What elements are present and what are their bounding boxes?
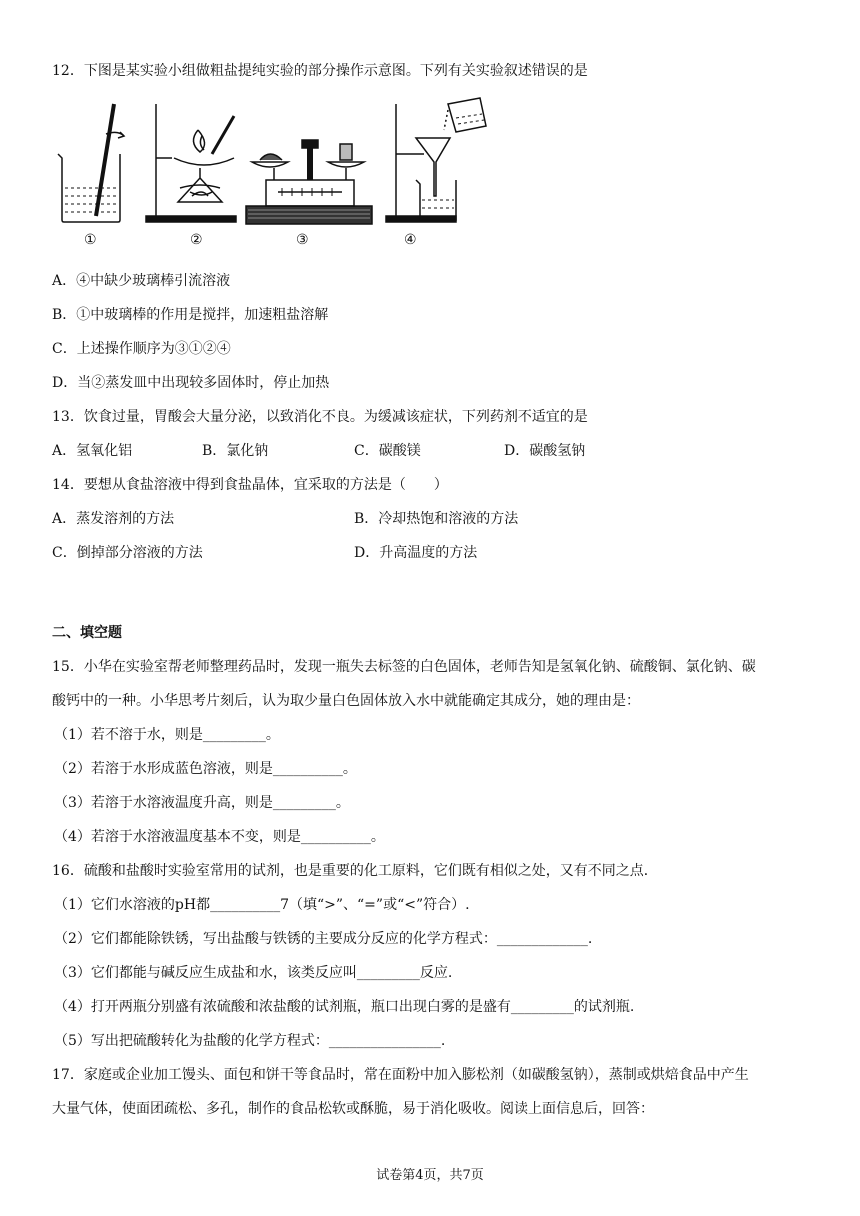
q16-stem: 16．硫酸和盐酸时实验室常用的试剂，也是重要的化工原料，它们既有相似之处，又有不同之点． [52,863,658,879]
q14-option-b: B．冷却热饱和溶液的方法 [354,511,519,527]
q13-option-d: D．碳酸氢钠 [504,443,586,459]
q15-stem-line1: 15．小华在实验室帮老师整理药品时，发现一瓶失去标签的白色固体，老师告知是氢氧化钠、硫酸铜、氯化钠、碳 [52,659,756,675]
q15-stem-line2: 酸钙中的一种。小华思考片刻后，认为取少量白色固体放入水中就能确定其成分，她的理由是： [52,693,640,709]
filtration-icon [386,98,486,222]
q12-option-b: B．①中玻璃棒的作用是搅拌，加速粗盐溶解 [52,307,329,323]
q16-item-3: （3）它们都能与碱反应生成盐和水，该类反应叫_________反应. [54,965,453,981]
q13-stem: 13．饮食过量，胃酸会大量分泌，以致消化不良。为缓减该症状，下列药剂不适宜的是 [52,409,588,425]
figure-label-3: ③ [296,232,309,248]
q14-option-a: A．蒸发溶剂的方法 [52,511,175,527]
section-heading: 二、填空题 [52,625,122,641]
q14-option-c: C．倒掉部分溶液的方法 [52,545,203,561]
figure-label-4: ④ [404,232,417,248]
q13-option-b: B．氯化钠 [202,443,269,459]
beaker-stirring-icon [58,104,124,222]
balance-icon [246,140,372,224]
q16-item-5: （5）写出把硫酸转化为盐酸的化学方程式：________________. [54,1033,446,1049]
q16-item-4: （4）打开两瓶分别盛有浓硫酸和浓盐酸的试剂瓶，瓶口出现白雾的是盛有_________的试剂瓶. [54,999,635,1015]
q16-item-1: （1）它们水溶液的pH都__________7（填“>”、“=”或“<”符合）. [54,897,470,913]
q12-stem: 12．下图是某实验小组做粗盐提纯实验的部分操作示意图。下列有关实验叙述错误的是 [52,63,588,79]
q15-item-3: （3）若溶于水溶液温度升高，则是_________。 [54,795,350,811]
q13-option-a: A．氢氧化铝 [52,443,133,459]
q15-item-4: （4）若溶于水溶液温度基本不变，则是__________。 [54,829,385,845]
figure-label-2: ② [190,232,203,248]
q14-option-d: D．升高温度的方法 [354,545,478,561]
salt-purification-figure [52,96,492,256]
q17-stem-line1: 17．家庭或企业加工馒头、面包和饼干等食品时，常在面粉中加入膨松剂（如碳酸氢钠），蒸制或烘焙食品中产生 [52,1067,749,1083]
q14-stem: 14．要想从食盐溶液中得到食盐晶体，宜采取的方法是（ ） [52,477,448,493]
page-footer: 试卷第4页，共7页 [376,1168,484,1183]
evaporation-icon [146,104,236,222]
q15-item-1: （1）若不溶于水，则是_________。 [54,727,280,743]
q12-option-c: C．上述操作顺序为③①②④ [52,341,231,357]
q12-option-d: D．当②蒸发皿中出现较多固体时，停止加热 [52,375,330,391]
q15-item-2: （2）若溶于水形成蓝色溶液，则是__________。 [54,761,357,777]
q12-option-a: A．④中缺少玻璃棒引流溶液 [52,273,231,289]
q17-stem-line2: 大量气体，使面团疏松、多孔，制作的食品松软或酥脆，易于消化吸收。阅读上面信息后，回答： [52,1101,654,1117]
figure-label-1: ① [84,232,97,248]
q13-option-c: C．碳酸镁 [354,443,421,459]
q16-item-2: （2）它们都能除铁锈，写出盐酸与铁锈的主要成分反应的化学方程式：_____________. [54,931,593,947]
